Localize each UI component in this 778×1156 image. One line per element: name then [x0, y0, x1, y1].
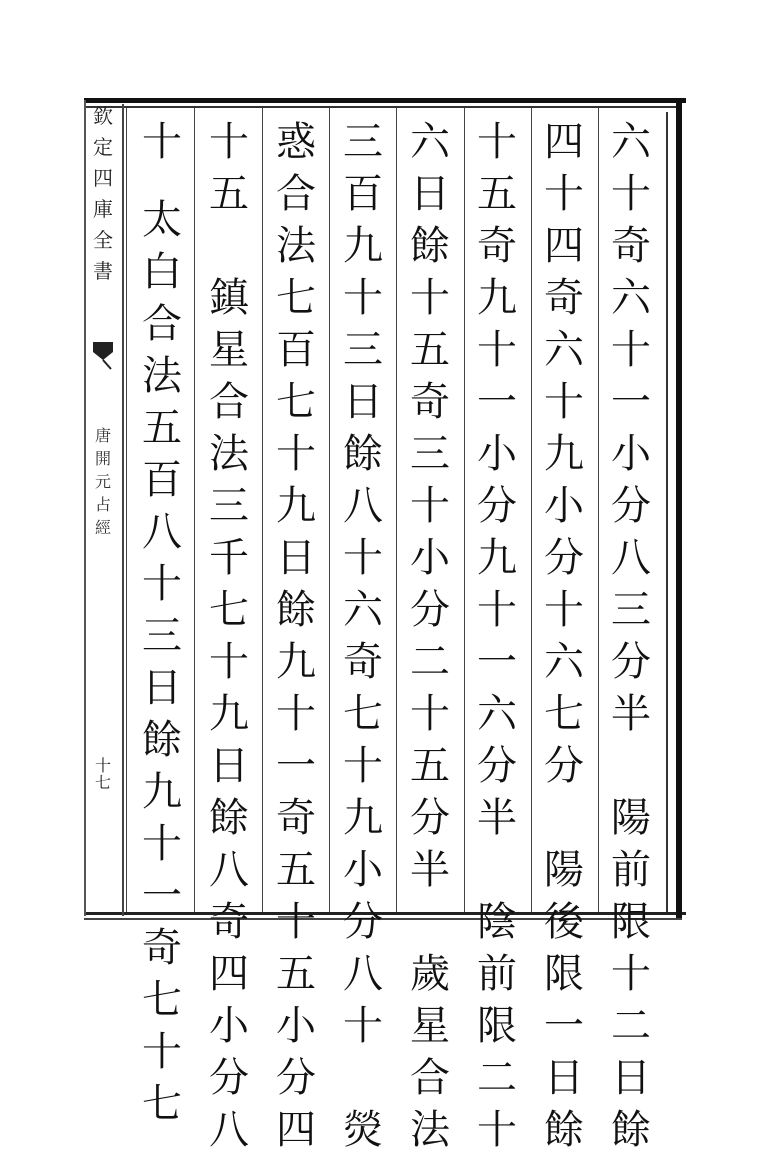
text-char: 合: [209, 379, 249, 425]
text-char: 七: [142, 977, 182, 1023]
text-char: 限: [477, 1003, 517, 1049]
text-char: 九: [276, 639, 316, 685]
text-char: 九: [142, 769, 182, 815]
text-char: 七: [276, 379, 316, 425]
column-segment: [403, 116, 457, 896]
text-char: 餘: [611, 1107, 651, 1153]
text-char: 十: [276, 691, 316, 737]
text-char: 日: [142, 665, 182, 711]
text-char: 十: [477, 1107, 517, 1153]
column-segment: [269, 116, 323, 1156]
text-char: 三: [611, 587, 651, 633]
text-char: 十: [276, 899, 316, 945]
text-char: 九: [477, 275, 517, 321]
text-char: 十: [343, 275, 383, 321]
text-char: 三: [142, 613, 182, 659]
text-char: 七: [142, 1081, 182, 1127]
text-char: 前: [477, 951, 517, 997]
column-segment: [202, 272, 256, 1156]
text-char: 十: [209, 119, 249, 165]
text-char: 分: [477, 743, 517, 789]
column-rule: [464, 108, 465, 912]
text-char: 二: [477, 1055, 517, 1101]
text-char: 分: [410, 587, 450, 633]
text-char: 百: [343, 171, 383, 217]
text-char: 十: [477, 327, 517, 373]
text-char: 六: [611, 275, 651, 321]
text-char: 太: [142, 197, 182, 243]
text-char: 六: [544, 327, 584, 373]
text-char: 九: [343, 795, 383, 841]
text-char: 五: [410, 743, 450, 789]
text-char: 十: [611, 171, 651, 217]
margin-char: 庫: [93, 197, 113, 221]
column-rule: [262, 108, 263, 912]
text-char: 分: [410, 795, 450, 841]
text-char: 限: [544, 951, 584, 997]
text-char: 餘: [142, 717, 182, 763]
column-segment: [604, 792, 658, 1156]
text-char: 六: [343, 587, 383, 633]
text-char: 十: [611, 951, 651, 997]
column-segment: [537, 116, 591, 792]
text-char: 小: [477, 431, 517, 477]
text-char: 奇: [276, 795, 316, 841]
text-char: 陽: [611, 795, 651, 841]
column-segment: [470, 116, 524, 844]
text-char: 十: [343, 1003, 383, 1049]
text-char: 餘: [410, 223, 450, 269]
text-char: 法: [209, 431, 249, 477]
text-char: 六: [611, 119, 651, 165]
margin-char: 欽: [93, 104, 113, 128]
column-segment: [336, 1104, 390, 1156]
text-char: 六: [410, 119, 450, 165]
text-char: 分: [544, 535, 584, 581]
text-char: 法: [276, 223, 316, 269]
text-char: 四: [276, 1107, 316, 1153]
text-char: 熒: [343, 1107, 383, 1153]
text-char: 九: [343, 223, 383, 269]
text-char: 五: [142, 405, 182, 451]
column-rule: [126, 108, 127, 912]
text-char: 九: [276, 483, 316, 529]
margin-book-title: [88, 428, 118, 543]
text-char: 十: [142, 1029, 182, 1075]
column-segment: [336, 116, 390, 1052]
text-char: 合: [276, 171, 316, 217]
text-char: 日: [544, 1055, 584, 1101]
column-segment: [537, 844, 591, 1156]
text-char: 小: [343, 847, 383, 893]
fish-tail-mark-icon: [91, 340, 115, 370]
text-char: 分: [544, 743, 584, 789]
margin-char: 占: [94, 495, 111, 514]
text-char: 二: [611, 1003, 651, 1049]
text-char: 十: [410, 691, 450, 737]
column-segment: [135, 116, 189, 168]
text-char: 十: [276, 431, 316, 477]
text-char: 四: [209, 951, 249, 997]
text-char: 五: [276, 951, 316, 997]
text-char: 六: [544, 639, 584, 685]
text-char: 分: [209, 1055, 249, 1101]
column-rule: [396, 108, 397, 912]
text-char: 日: [276, 535, 316, 581]
text-char: 九: [544, 431, 584, 477]
text-char: 五: [410, 327, 450, 373]
text-char: 四: [544, 223, 584, 269]
text-char: 分: [611, 483, 651, 529]
text-char: 合: [142, 301, 182, 347]
frame-left-border: [84, 100, 86, 916]
column-rule: [329, 108, 330, 912]
column-rule: [598, 108, 599, 912]
text-char: 合: [410, 1055, 450, 1101]
text-char: 星: [209, 327, 249, 373]
text-char: 日: [611, 1055, 651, 1101]
text-char: 小: [544, 483, 584, 529]
text-char: 小: [209, 1003, 249, 1049]
text-char: 三: [343, 119, 383, 165]
margin-char: 全: [93, 228, 113, 252]
margin-char: 定: [93, 135, 113, 159]
text-char: 八: [209, 1107, 249, 1153]
text-char: 奇: [343, 639, 383, 685]
text-char: 百: [142, 457, 182, 503]
text-char: 一: [477, 379, 517, 425]
frame-top-inner-border: [84, 106, 682, 108]
text-char: 半: [477, 795, 517, 841]
margin-char: 開: [94, 449, 111, 468]
text-char: 餘: [544, 1107, 584, 1153]
text-char: 八: [611, 535, 651, 581]
text-char: 千: [209, 535, 249, 581]
margin-char: 書: [93, 259, 113, 283]
text-char: 法: [410, 1107, 450, 1153]
text-char: 小: [410, 535, 450, 581]
text-char: 後: [544, 899, 584, 945]
text-char: 日: [209, 743, 249, 789]
column-segment: [403, 948, 457, 1156]
text-char: 八: [209, 847, 249, 893]
text-char: 日: [410, 171, 450, 217]
text-char: 十: [209, 639, 249, 685]
text-char: 十: [343, 535, 383, 581]
text-char: 奇: [209, 899, 249, 945]
text-char: 奇: [611, 223, 651, 269]
text-char: 八: [343, 483, 383, 529]
text-char: 三: [209, 483, 249, 529]
text-char: 七: [343, 691, 383, 737]
column-segment: [604, 116, 658, 740]
text-char: 法: [142, 353, 182, 399]
text-char: 八: [343, 951, 383, 997]
text-char: 三: [410, 431, 450, 477]
text-char: 七: [276, 275, 316, 321]
column-rule: [194, 108, 195, 912]
text-char: 十: [142, 561, 182, 607]
text-char: 十: [544, 379, 584, 425]
text-char: 陰: [477, 899, 517, 945]
text-char: 分: [276, 1055, 316, 1101]
text-char: 惑: [276, 119, 316, 165]
text-char: 十: [343, 743, 383, 789]
text-char: 四: [544, 119, 584, 165]
column-segment: [135, 194, 189, 1130]
text-char: 奇: [410, 379, 450, 425]
text-char: 一: [477, 639, 517, 685]
text-char: 五: [477, 171, 517, 217]
text-char: 三: [343, 327, 383, 373]
text-char: 星: [410, 1003, 450, 1049]
frame-right-inner-border: [666, 112, 668, 912]
text-char: 十: [544, 587, 584, 633]
text-char: 八: [142, 509, 182, 555]
text-char: 一: [142, 873, 182, 919]
margin-title: [88, 106, 118, 292]
text-char: 二: [410, 639, 450, 685]
text-char: 十: [544, 171, 584, 217]
text-char: 餘: [276, 587, 316, 633]
text-char: 奇: [142, 925, 182, 971]
margin-char: 元: [94, 472, 111, 491]
text-char: 十: [142, 821, 182, 867]
text-char: 分: [477, 483, 517, 529]
text-char: 分: [343, 899, 383, 945]
text-char: 十: [477, 587, 517, 633]
column-segment: [470, 896, 524, 1156]
text-char: 一: [276, 743, 316, 789]
text-char: 十: [142, 119, 182, 165]
text-char: 限: [611, 899, 651, 945]
text-char: 百: [276, 327, 316, 373]
text-char: 十: [477, 119, 517, 165]
margin-char: 十: [94, 756, 111, 775]
text-char: 一: [544, 1003, 584, 1049]
text-char: 一: [611, 379, 651, 425]
text-char: 半: [611, 691, 651, 737]
margin-gutter-line: [122, 104, 124, 916]
text-char: 十: [410, 483, 450, 529]
text-char: 五: [209, 171, 249, 217]
text-char: 小: [611, 431, 651, 477]
column-rule: [531, 108, 532, 912]
text-char: 餘: [209, 795, 249, 841]
text-char: 陽: [544, 847, 584, 893]
text-char: 半: [410, 847, 450, 893]
text-char: 奇: [544, 275, 584, 321]
text-char: 六: [477, 691, 517, 737]
margin-char: 經: [94, 518, 111, 537]
text-char: 五: [276, 847, 316, 893]
text-char: 日: [343, 379, 383, 425]
text-char: 七: [544, 691, 584, 737]
margin-char: 四: [93, 166, 113, 190]
frame-top-border: [84, 98, 686, 103]
text-char: 餘: [343, 431, 383, 477]
text-char: 白: [142, 249, 182, 295]
margin-page-number: [88, 758, 118, 792]
text-char: 十: [611, 327, 651, 373]
text-char: 九: [209, 691, 249, 737]
text-char: 小: [276, 1003, 316, 1049]
text-char: 前: [611, 847, 651, 893]
text-char: 九: [477, 535, 517, 581]
text-char: 七: [209, 587, 249, 633]
column-segment: [202, 116, 256, 220]
text-char: 分: [611, 639, 651, 685]
text-char: 歲: [410, 951, 450, 997]
margin-char: 七: [94, 773, 111, 792]
margin-char: 唐: [94, 426, 111, 445]
text-char: 十: [410, 275, 450, 321]
text-char: 鎮: [209, 275, 249, 321]
frame-right-border: [676, 100, 682, 918]
text-char: 奇: [477, 223, 517, 269]
